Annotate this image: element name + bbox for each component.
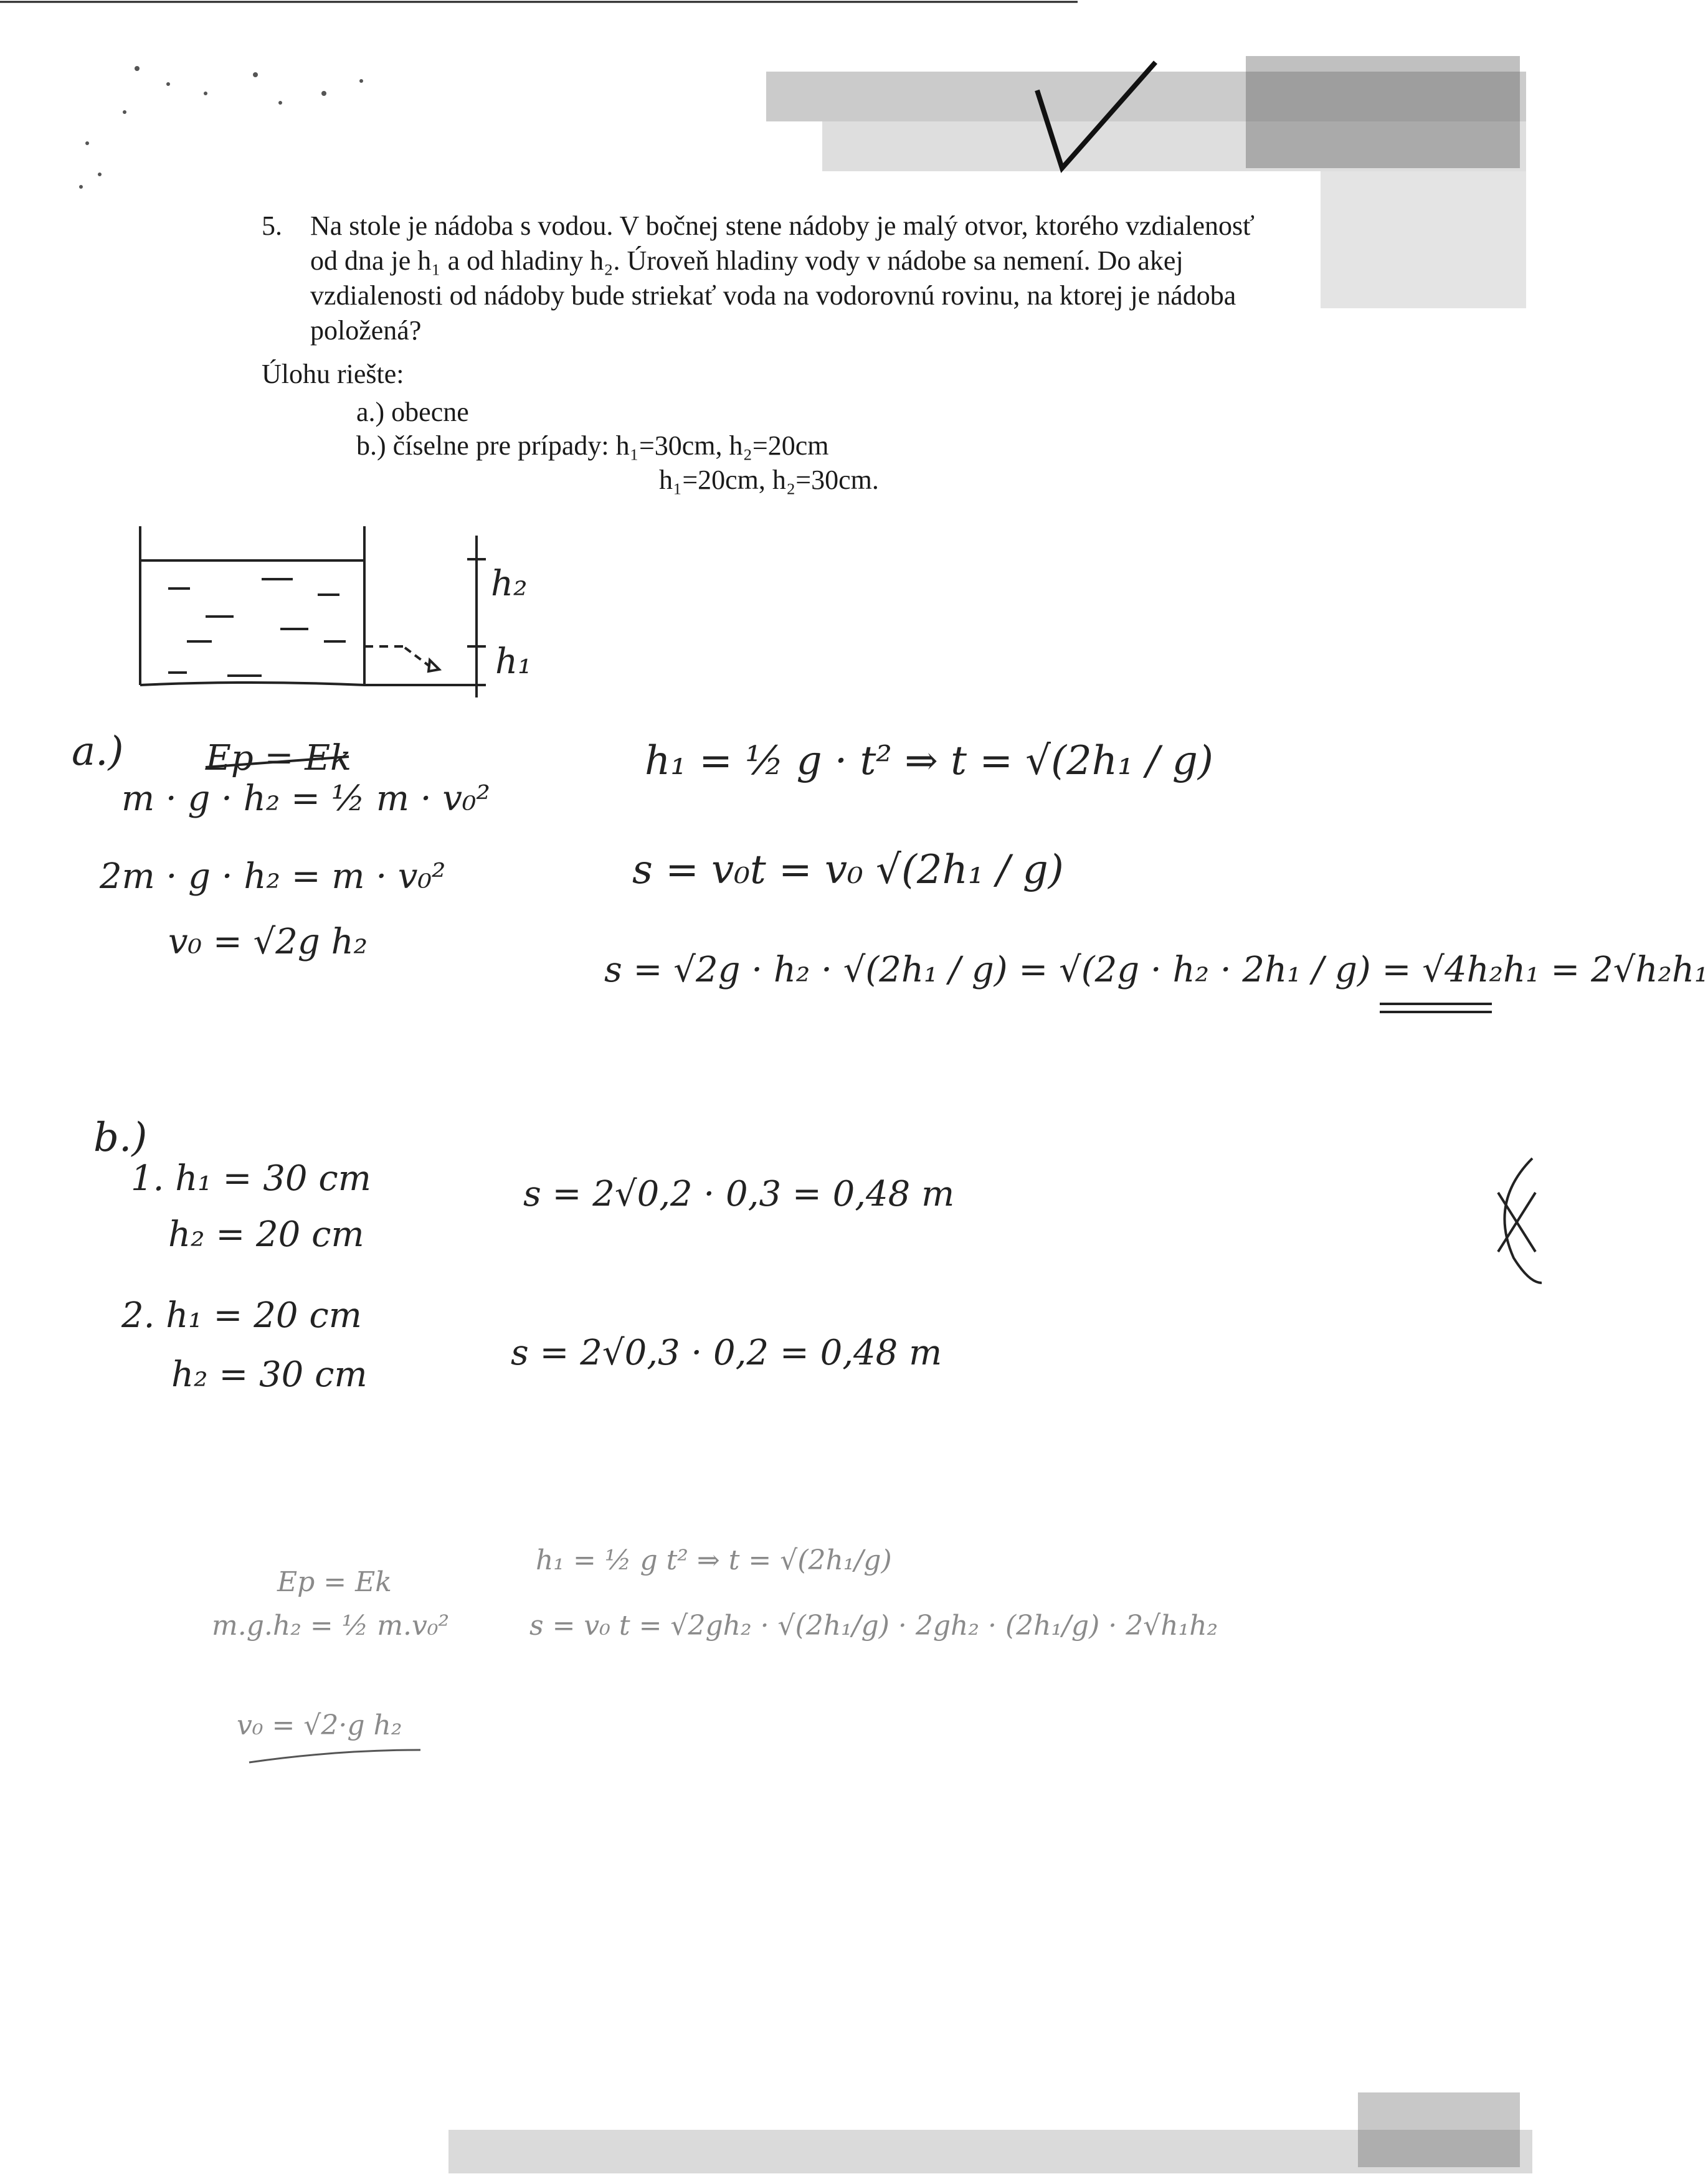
solution-a-range-step2: s = √2g · h₂ · √(2h₁ / g) = √(2g · h₂ · 2h₁ / g) = √4h₂h₁ = 2√h₂h₁ — [604, 950, 1708, 990]
diagram-label-h2: h₂ — [491, 564, 528, 604]
solution-b-label: b.) — [93, 1115, 148, 1161]
problem-line-1: Na stole je nádoba s vodou. V bočnej stene nádoby je malý otvor, ktorého vzdialenosť — [310, 210, 1255, 241]
problem-line-4: položená? — [310, 315, 422, 346]
noise-band-bottom — [448, 2092, 1532, 2173]
solution-b-case1-h1: 1. h₁ = 30 cm — [131, 1158, 371, 1199]
vessel-diagram — [140, 526, 486, 697]
faint-note-2a: m.g.h₂ = ½ m.v₀² — [212, 1610, 450, 1642]
solution-a-eq1: m · g · h₂ = ½ m · v₀² — [121, 778, 490, 819]
solution-a-eq3: v₀ = √2g h₂ — [168, 922, 368, 962]
solution-a-label: a.) — [72, 729, 124, 775]
faint-note-1b: h₁ = ½ g t² ⇒ t = √(2h₁/g) — [536, 1544, 892, 1576]
solution-b-case2-result: s = 2√0,3 · 0,2 = 0,48 m — [511, 1333, 942, 1373]
diagram-label-h1: h₁ — [495, 641, 532, 682]
solution-b-case2-h2: h₂ = 30 cm — [171, 1354, 368, 1395]
speckle-top-left — [79, 66, 363, 189]
task-part-b-line-1: b.) číselne pre prípady: h₁=30cm, h₂=20cm — [356, 430, 829, 461]
task-part-a: a.) obecne — [356, 397, 469, 427]
faint-note-2b: s = v₀ t = √2gh₂ · √(2h₁/g) · 2gh₂ · (2h₁/g) · 2√h₁h₂ — [529, 1610, 1218, 1642]
solution-a-energy-struck: Ep = Ek — [206, 738, 352, 778]
solution-b-case1-result: s = 2√0,2 · 0,3 = 0,48 m — [523, 1174, 955, 1214]
solution-a-range-step1: s = v₀t = v₀ √(2h₁ / g) — [632, 847, 1064, 893]
problem-line-2: od dna je h₁ a od hladiny h₂. Úroveň hladiny vody v nádobe sa nemení. Do akej — [310, 245, 1184, 276]
margin-circle-mark — [1498, 1158, 1542, 1283]
faint-note-3: v₀ = √2·g h₂ — [237, 1709, 402, 1741]
solution-b-case2-h1: 2. h₁ = 20 cm — [121, 1295, 362, 1336]
task-heading: Úlohu riešte: — [262, 359, 404, 389]
faint-note-1a: Ep = Ek — [277, 1566, 392, 1598]
problem-line-3: vzdialenosti od nádoby bude striekať voda na vodorovnú rovinu, na ktorej je nádoba — [310, 280, 1236, 311]
solution-a-eq2: 2m · g · h₂ = m · v₀² — [100, 856, 446, 897]
solution-b-case1-h2: h₂ = 20 cm — [168, 1214, 364, 1255]
task-part-b-line-2: h₁=20cm, h₂=30cm. — [659, 465, 879, 495]
solution-a-fall-time: h₁ = ½ g · t² ⇒ t = √(2h₁ / g) — [645, 738, 1213, 784]
faint-underline — [249, 1750, 420, 1762]
problem-number: 5. — [262, 210, 282, 241]
